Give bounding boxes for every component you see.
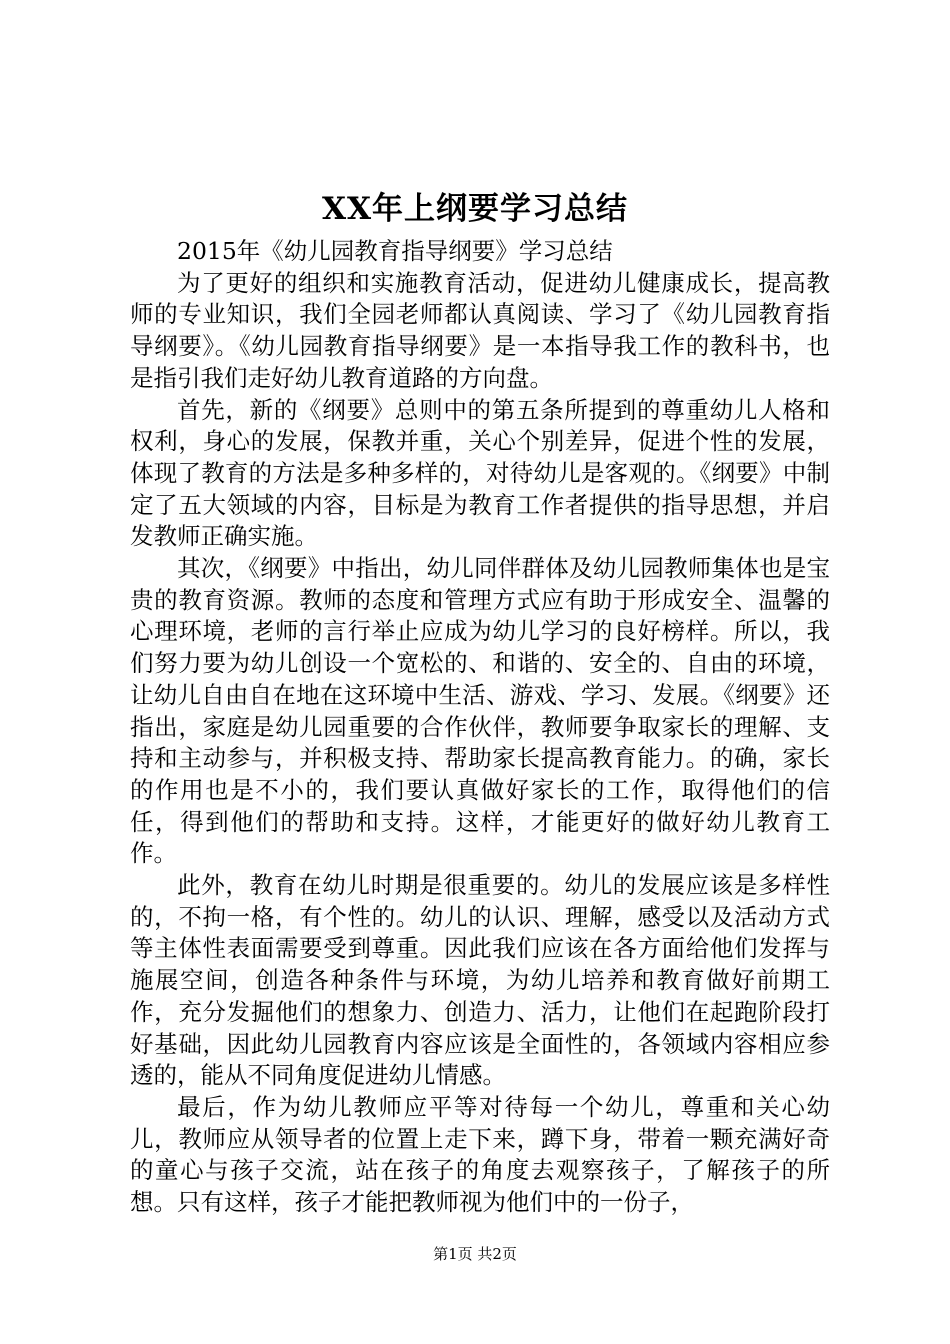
paragraph-third: 此外，教育在幼儿时期是很重要的。幼儿的发展应该是多样性的，不拘一格，有个性的。幼儿的认识、理解，感受以及活动方式等主体性表面需要受到尊重。因此我们应该在各方面给他们发挥与施展空间，创造各种条件与环境，为幼儿培养和教育做好前期工作，充分发掘他们的想象力、创造力、活力，让他们在起跑阶段打好基础，因此幼儿园教育内容应该是全面性的，各领域内容相应参透的，能从不同角度促进幼儿情感。	[130, 871, 830, 1090]
paragraph-last: 最后，作为幼儿教师应平等对待每一个幼儿，尊重和关心幼儿，教师应从领导者的位置上走下来，蹲下身，带着一颗充满好奇的童心与孩子交流，站在孩子的角度去观察孩子，了解孩子的所想。只有这样，孩子才能把教师视为他们中的一份子，	[130, 1092, 830, 1217]
document-title: XX年上纲要学习总结	[321, 191, 629, 227]
page-number-footer: 第1页 共2页	[433, 1245, 517, 1263]
paragraph-second: 其次，《纲要》中指出，幼儿同伴群体及幼儿园教师集体也是宝贵的教育资源。教师的态度和管理方式应有助于形成安全、温馨的心理环境，老师的言行举止应成为幼儿学习的良好榜样。所以，我们努力要为幼儿创设一个宽松的、和谐的、安全的、自由的环境，让幼儿自由自在地在这环境中生活、游戏、学习、发展。《纲要》还指出，家庭是幼儿园重要的合作伙伴，教师要争取家长的理解、支持和主动参与，并积极支持、帮助家长提高教育能力。的确，家长的作用也是不小的，我们要认真做好家长的工作，取得他们的信任，得到他们的帮助和支持。这样，才能更好的做好幼儿教育工作。	[130, 554, 830, 868]
document-body	[130, 236, 830, 1219]
paragraph-first: 首先，新的《纲要》总则中的第五条所提到的尊重幼儿人格和权利，身心的发展，保教并重，关心个别差异，促进个性的发展，体现了教育的方法是多种多样的，对待幼儿是客观的。《纲要》中制定了五大领域的内容，目标是为教育工作者提供的指导思想，并启发教师正确实施。	[130, 395, 830, 551]
paragraph-intro: 为了更好的组织和实施教育活动，促进幼儿健康成长，提高教师的专业知识，我们全园老师都认真阅读、学习了《幼儿园教育指导纲要》。《幼儿园教育指导纲要》是一本指导我工作的教科书，也是指引我们走好幼儿教育道路的方向盘。	[130, 268, 830, 392]
document-subtitle: 2015年《幼儿园教育指导纲要》学习总结	[177, 237, 613, 265]
